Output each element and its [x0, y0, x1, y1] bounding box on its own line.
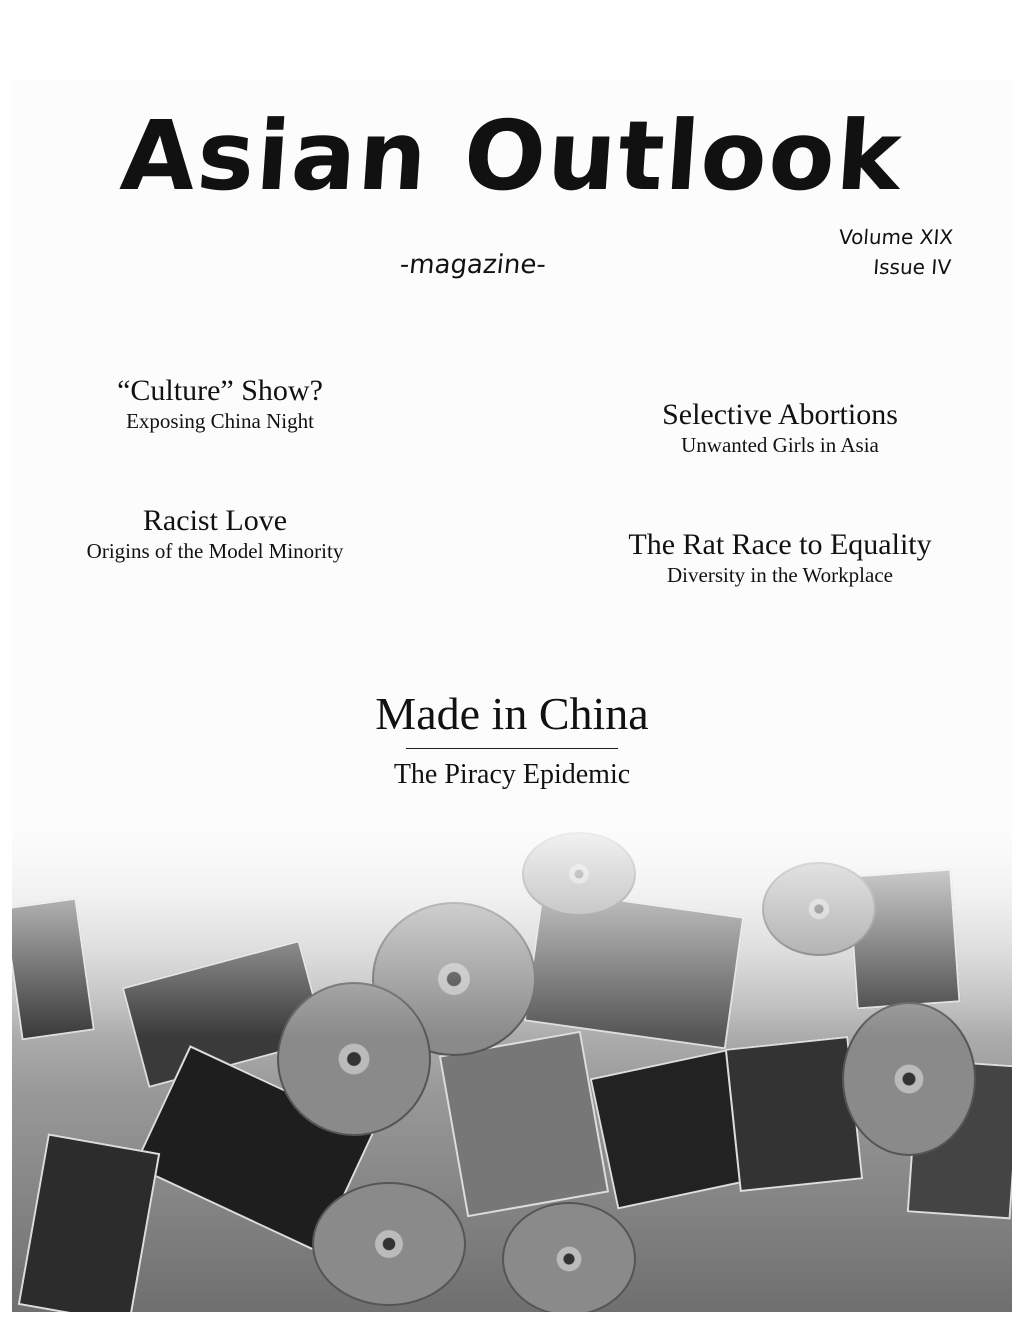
issue-label: Issue IV — [872, 255, 952, 279]
volume-label: Volume XIX — [838, 225, 954, 249]
issue-info — [836, 222, 954, 282]
story-culture-show — [60, 374, 380, 434]
masthead-title: Asian Outlook — [117, 100, 907, 212]
story-racist-love — [40, 504, 390, 564]
feature-divider — [406, 748, 618, 749]
story-headline: Racist Love — [142, 504, 288, 537]
story-subhead: Origins of the Model Minority — [86, 539, 344, 563]
masthead-subtitle: -magazine- — [398, 250, 548, 280]
story-selective-abortions — [590, 398, 970, 458]
feature-subhead: The Piracy Epidemic — [393, 759, 631, 790]
feature-story — [0, 686, 1024, 791]
cover-photo-pirated-dvds — [12, 812, 1012, 1312]
story-subhead: Exposing China Night — [126, 409, 314, 433]
story-subhead: Unwanted Girls in Asia — [681, 433, 879, 457]
story-rat-race — [580, 528, 980, 588]
story-headline: “Culture” Show? — [117, 374, 323, 407]
story-headline: The Rat Race to Equality — [628, 528, 932, 561]
feature-headline: Made in China — [375, 688, 649, 739]
story-headline: Selective Abortions — [662, 398, 898, 431]
story-subhead: Diversity in the Workplace — [667, 563, 893, 587]
